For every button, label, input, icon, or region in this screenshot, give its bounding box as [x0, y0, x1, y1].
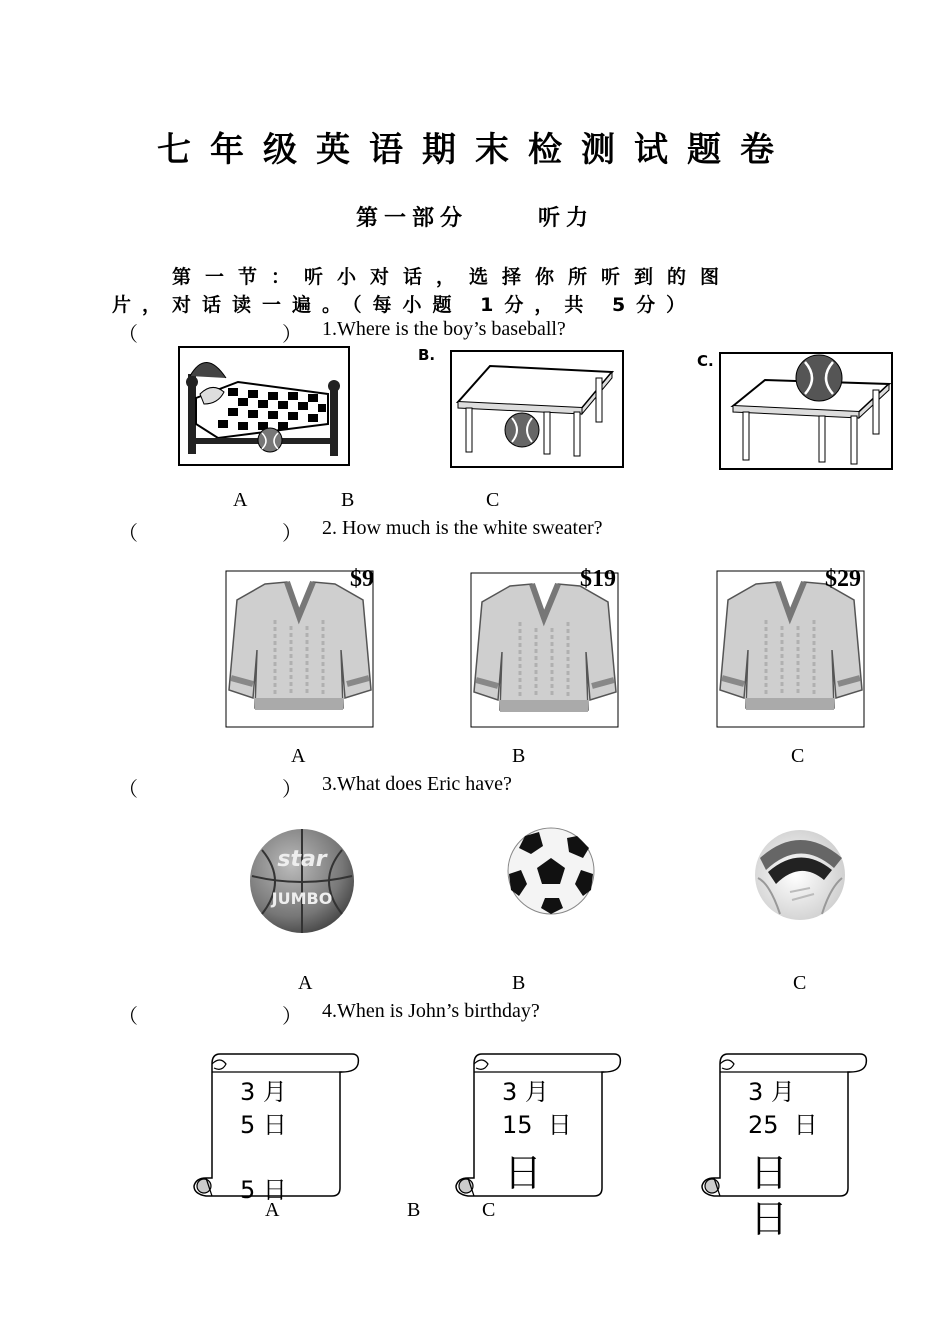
page-title: 七年级英语期末检测试题卷 [157, 130, 793, 170]
picture-label-c: C. [697, 352, 714, 370]
calendar-b-day: 15 日 [502, 1111, 572, 1139]
answer-blank-close: ） [282, 324, 302, 346]
basketball-icon [248, 826, 356, 936]
calendar-c-day: 25 日 [748, 1111, 818, 1139]
option-c-label: C [482, 1199, 496, 1221]
section-instruction-line1: 第一节：听小对话，选择你所听到的图 [172, 266, 734, 288]
calendar-c-extra: 日 [750, 1151, 789, 1195]
question-1-text: 1.Where is the boy’s baseball? [322, 318, 566, 340]
answer-blank-close: ） [282, 1006, 302, 1028]
part-label: 第一部分 [355, 206, 468, 231]
option-a-label: A [233, 489, 248, 511]
soccer-ball-icon [505, 826, 597, 916]
bed-with-ball-icon [178, 346, 350, 466]
part-name: 听力 [538, 206, 595, 231]
volleyball-icon [750, 828, 850, 922]
option-b-label: B [407, 1199, 421, 1221]
calendar-a-month: 3 月 [240, 1078, 287, 1106]
part-heading [0, 201, 950, 232]
option-b-label: B [512, 972, 526, 994]
price-a: $9 [350, 566, 374, 592]
sweater-icon [225, 570, 374, 728]
option-a-label: A [298, 972, 313, 994]
question-4-text: 4.When is John’s birthday? [322, 1000, 540, 1022]
price-c: $29 [825, 566, 861, 592]
sweater-icon [716, 570, 865, 728]
ball-on-table-icon [719, 352, 893, 472]
calendar-c-extra2: 日 [750, 1197, 789, 1241]
answer-blank-open: （ [118, 523, 138, 545]
option-a-label: A [265, 1199, 280, 1221]
ball-under-table-icon [450, 350, 624, 470]
picture-label-b: B. [418, 346, 436, 364]
calendar-c-month: 3 月 [748, 1078, 795, 1106]
option-c-label: C [486, 489, 500, 511]
section-instruction-line2: 片，对话读一遍。（每小题 1分，共 5分） [112, 294, 697, 316]
answer-blank-open: （ [118, 324, 138, 346]
option-c-label: C [791, 745, 805, 767]
option-b-label: B [341, 489, 355, 511]
answer-blank-close: ） [282, 779, 302, 801]
option-b-label: B [512, 745, 526, 767]
question-2-text: 2. How much is the white sweater? [322, 517, 603, 539]
answer-blank-close: ） [282, 523, 302, 545]
sweater-icon [470, 572, 619, 728]
question-3-text: 3.What does Eric have? [322, 773, 512, 795]
basketball-brand-text: star [277, 847, 327, 872]
option-a-label: A [291, 745, 306, 767]
answer-blank-open: （ [118, 779, 138, 801]
calendar-a-extra: 5 日 [240, 1176, 287, 1204]
calendar-b-month: 3 月 [502, 1078, 549, 1106]
basketball-model-text: JUMBO [271, 889, 333, 908]
price-b: $19 [580, 566, 616, 592]
answer-blank-open: （ [118, 1006, 138, 1028]
calendar-b-extra: 日 [504, 1151, 543, 1195]
calendar-a-day: 5 日 [240, 1111, 287, 1139]
option-c-label: C [793, 972, 807, 994]
